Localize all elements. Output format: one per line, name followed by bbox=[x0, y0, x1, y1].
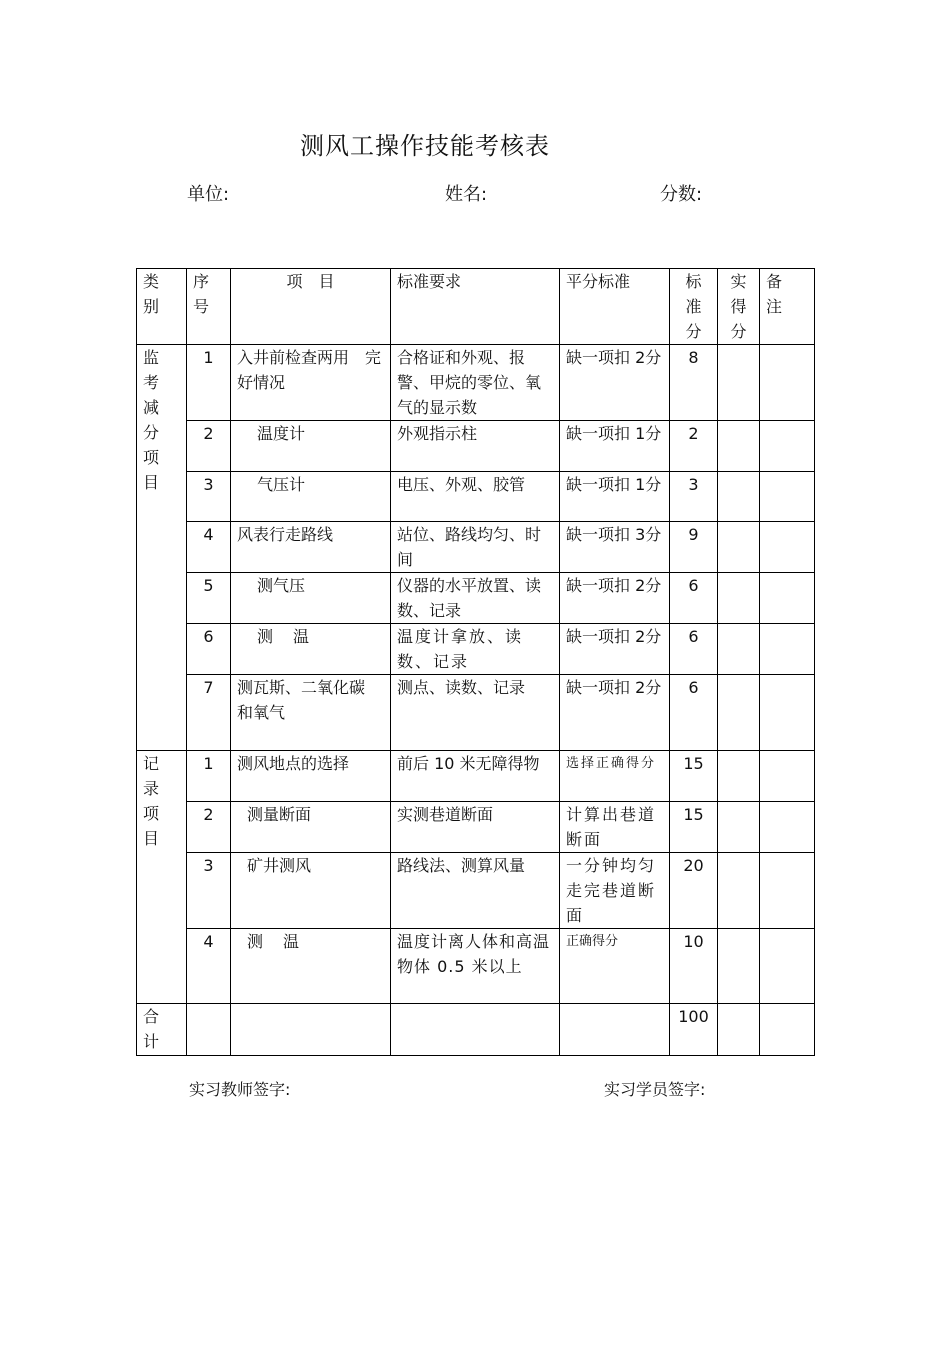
row-requirement: 仪器的水平放置、读数、记录 bbox=[391, 573, 560, 624]
score-label: 分数: bbox=[660, 184, 703, 205]
row-remark bbox=[760, 802, 815, 853]
row-requirement: 站位、路线均匀、时间 bbox=[391, 522, 560, 573]
table-row bbox=[137, 573, 815, 624]
row-std: 15 bbox=[670, 802, 718, 853]
row-actual bbox=[718, 522, 760, 573]
row-no: 5 bbox=[187, 573, 231, 624]
total-std: 100 bbox=[670, 1004, 718, 1056]
row-no: 2 bbox=[187, 421, 231, 472]
row-actual bbox=[718, 675, 760, 751]
col-std-header: 标准分 bbox=[670, 269, 718, 345]
row-scoring: 计算出巷道断面 bbox=[560, 802, 670, 853]
unit-label: 单位: bbox=[187, 184, 230, 205]
row-item: 气压计 bbox=[231, 472, 391, 522]
row-item: 测气压 bbox=[231, 573, 391, 624]
row-item: 测 温 bbox=[231, 624, 391, 675]
row-std: 2 bbox=[670, 421, 718, 472]
row-no: 4 bbox=[187, 929, 231, 1004]
row-std: 6 bbox=[670, 675, 718, 751]
row-requirement: 实测巷道断面 bbox=[391, 802, 560, 853]
row-item: 测风地点的选择 bbox=[231, 751, 391, 802]
name-label: 姓名: bbox=[445, 184, 488, 205]
row-scoring: 缺一项扣 3分 bbox=[560, 522, 670, 573]
row-item: 矿井测风 bbox=[231, 853, 391, 929]
row-remark bbox=[760, 853, 815, 929]
total-label: 合计 bbox=[137, 1004, 187, 1056]
row-no: 4 bbox=[187, 522, 231, 573]
table-row bbox=[137, 624, 815, 675]
row-std: 10 bbox=[670, 929, 718, 1004]
row-remark bbox=[760, 421, 815, 472]
row-actual bbox=[718, 802, 760, 853]
col-actual-header: 实得分 bbox=[718, 269, 760, 345]
row-scoring: 缺一项扣 1分 bbox=[560, 421, 670, 472]
col-no-header: 序号 bbox=[187, 269, 231, 345]
table-row bbox=[137, 802, 815, 853]
row-item: 入井前检查两用 完好情况 bbox=[231, 345, 391, 421]
table-row bbox=[137, 522, 815, 573]
row-remark bbox=[760, 751, 815, 802]
row-remark bbox=[760, 522, 815, 573]
assessment-table bbox=[136, 268, 815, 1056]
row-actual bbox=[718, 929, 760, 1004]
row-remark bbox=[760, 573, 815, 624]
row-scoring: 正确得分 bbox=[560, 929, 670, 1004]
row-remark bbox=[760, 929, 815, 1004]
row-actual bbox=[718, 751, 760, 802]
row-requirement: 温度计离人体和高温物体 0.5 米以上 bbox=[391, 929, 560, 1004]
row-requirement: 前后 10 米无障得物 bbox=[391, 751, 560, 802]
row-requirement: 温度计拿放、读数、记录 bbox=[391, 624, 560, 675]
row-scoring: 选择正确得分 bbox=[560, 751, 670, 802]
category-cell: 监考减分项目 bbox=[137, 345, 187, 751]
row-no: 7 bbox=[187, 675, 231, 751]
col-category-header: 类别 bbox=[137, 269, 187, 345]
table-row bbox=[137, 751, 815, 802]
row-actual bbox=[718, 472, 760, 522]
row-requirement: 合格证和外观、报警、甲烷的零位、氧气的显示数 bbox=[391, 345, 560, 421]
row-item: 测量断面 bbox=[231, 802, 391, 853]
empty-cell bbox=[760, 1004, 815, 1056]
table-row bbox=[137, 345, 815, 421]
row-requirement: 电压、外观、胶管 bbox=[391, 472, 560, 522]
col-remark-header: 备注 bbox=[760, 269, 815, 345]
row-actual bbox=[718, 573, 760, 624]
category-cell: 记录项目 bbox=[137, 751, 187, 1004]
row-std: 20 bbox=[670, 853, 718, 929]
row-requirement: 测点、读数、记录 bbox=[391, 675, 560, 751]
row-no: 2 bbox=[187, 802, 231, 853]
table-row bbox=[137, 472, 815, 522]
table-row bbox=[137, 929, 815, 1004]
row-no: 1 bbox=[187, 345, 231, 421]
row-no: 1 bbox=[187, 751, 231, 802]
row-requirement: 外观指示柱 bbox=[391, 421, 560, 472]
row-no: 6 bbox=[187, 624, 231, 675]
row-scoring: 缺一项扣 2分 bbox=[560, 573, 670, 624]
row-scoring: 一分钟均匀走完巷道断面 bbox=[560, 853, 670, 929]
row-remark bbox=[760, 472, 815, 522]
total-row bbox=[137, 1004, 815, 1056]
row-std: 9 bbox=[670, 522, 718, 573]
row-scoring: 缺一项扣 1分 bbox=[560, 472, 670, 522]
row-std: 8 bbox=[670, 345, 718, 421]
page-title: 测风工操作技能考核表 bbox=[300, 132, 550, 160]
empty-cell bbox=[187, 1004, 231, 1056]
teacher-signature-label: 实习教师签字: bbox=[189, 1080, 291, 1099]
row-std: 3 bbox=[670, 472, 718, 522]
row-no: 3 bbox=[187, 472, 231, 522]
row-actual bbox=[718, 624, 760, 675]
table-row bbox=[137, 421, 815, 472]
col-item-header: 项 目 bbox=[231, 269, 391, 345]
table-row bbox=[137, 675, 815, 751]
row-scoring: 缺一项扣 2分 bbox=[560, 624, 670, 675]
row-scoring: 缺一项扣 2分 bbox=[560, 345, 670, 421]
row-item: 测 温 bbox=[231, 929, 391, 1004]
empty-cell bbox=[231, 1004, 391, 1056]
row-actual bbox=[718, 345, 760, 421]
row-item: 温度计 bbox=[231, 421, 391, 472]
row-no: 3 bbox=[187, 853, 231, 929]
row-actual bbox=[718, 421, 760, 472]
row-std: 6 bbox=[670, 573, 718, 624]
row-item: 风表行走路线 bbox=[231, 522, 391, 573]
row-remark bbox=[760, 345, 815, 421]
row-scoring: 缺一项扣 2分 bbox=[560, 675, 670, 751]
row-item: 测瓦斯、二氧化碳和氧气 bbox=[231, 675, 391, 751]
empty-cell bbox=[560, 1004, 670, 1056]
empty-cell bbox=[391, 1004, 560, 1056]
row-std: 6 bbox=[670, 624, 718, 675]
empty-cell bbox=[718, 1004, 760, 1056]
row-std: 15 bbox=[670, 751, 718, 802]
table-row bbox=[137, 853, 815, 929]
header-row bbox=[137, 269, 815, 345]
col-requirement-header: 标准要求 bbox=[391, 269, 560, 345]
col-scoring-header: 平分标准 bbox=[560, 269, 670, 345]
student-signature-label: 实习学员签字: bbox=[604, 1080, 706, 1099]
row-requirement: 路线法、测算风量 bbox=[391, 853, 560, 929]
row-actual bbox=[718, 853, 760, 929]
row-remark bbox=[760, 624, 815, 675]
row-remark bbox=[760, 675, 815, 751]
